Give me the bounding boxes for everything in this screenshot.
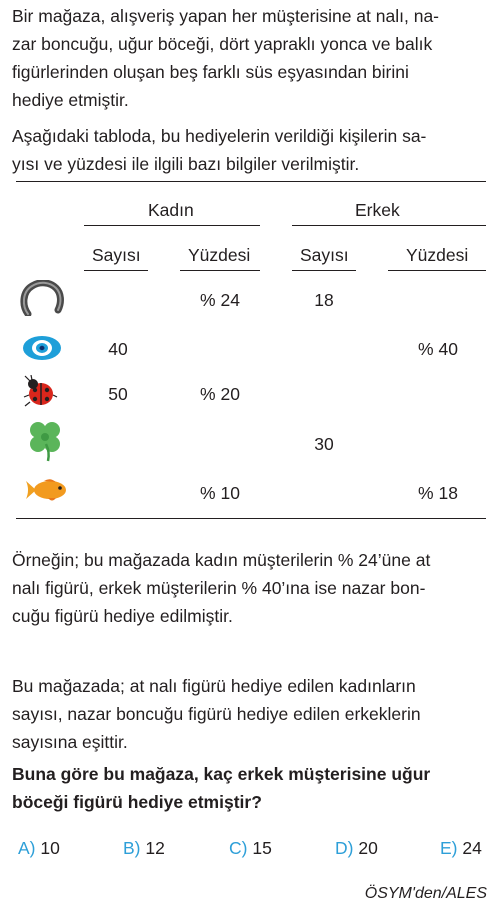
condition-paragraph — [12, 672, 490, 756]
male-percent-rule — [388, 270, 486, 271]
table-top-rule — [16, 181, 486, 182]
male-group-rule — [292, 225, 486, 226]
ladybug-icon — [22, 375, 58, 409]
intro-line: figürlerinden oluşan beş farklı süs eşyasından birini — [12, 62, 409, 82]
choice-letter: C) — [229, 838, 248, 858]
question-line: Buna göre bu mağaza, kaç erkek müşterisine uğur — [12, 764, 431, 784]
example-line: nalı figürü, erkek müşterilerin % 40’ına ise nazar bon- — [12, 578, 426, 598]
intro-line: zar boncuğu, uğur böceği, dört yapraklı yonca ve balık — [12, 34, 433, 54]
header-male-count: Sayısı — [300, 245, 349, 265]
choice-letter: A) — [18, 838, 36, 858]
source-credit: ÖSYM'den/ALES — [364, 885, 487, 902]
intro-line: hediye etmiştir. — [12, 90, 129, 110]
male-count-rule — [292, 270, 356, 271]
female-count-rule — [84, 270, 148, 271]
choice-d[interactable] — [335, 838, 378, 859]
horseshoe-female-percent: % 24 — [200, 290, 240, 310]
choice-value: 15 — [252, 838, 272, 858]
table-bottom-rule — [16, 518, 486, 519]
table-intro-paragraph — [12, 122, 490, 178]
ladybug-female-count: 50 — [108, 384, 128, 404]
header-female-percent: Yüzdesi — [188, 245, 251, 265]
choice-c[interactable] — [229, 838, 272, 859]
example-paragraph — [12, 546, 490, 630]
goldfish-icon — [22, 477, 68, 503]
condition-line: sayısına eşittir. — [12, 732, 128, 752]
choice-letter: E) — [440, 838, 458, 858]
choice-b[interactable] — [123, 838, 165, 859]
choice-value: 12 — [145, 838, 165, 858]
example-line: cuğu figürü hediye edilmiştir. — [12, 606, 233, 626]
header-female: Kadın — [148, 200, 194, 220]
header-male-percent: Yüzdesi — [406, 245, 469, 265]
condition-line: sayısı, nazar boncuğu figürü hediye edilen erkeklerin — [12, 704, 421, 724]
horseshoe-icon — [20, 280, 64, 316]
horseshoe-male-count: 18 — [314, 290, 334, 310]
choice-value: 24 — [462, 838, 482, 858]
intro-paragraph — [12, 2, 490, 114]
header-male: Erkek — [355, 200, 400, 220]
choice-letter: D) — [335, 838, 354, 858]
bead-female-count: 40 — [108, 339, 128, 359]
female-group-rule — [84, 225, 260, 226]
four-leaf-clover-icon — [26, 418, 64, 462]
clover-male-count: 30 — [314, 434, 334, 454]
choice-a[interactable] — [18, 838, 60, 859]
ladybug-female-percent: % 20 — [200, 384, 240, 404]
choice-value: 10 — [40, 838, 60, 858]
table-intro-line: yısı ve yüzdesi ile ilgili bazı bilgiler verilmiştir. — [12, 154, 360, 174]
example-line: Örneğin; bu mağazada kadın müşterilerin % 24’üne at — [12, 550, 431, 570]
condition-line: Bu mağazada; at nalı figürü hediye edilen kadınların — [12, 676, 416, 696]
question-line: böceği figürü hediye etmiştir? — [12, 792, 262, 812]
choice-e[interactable] — [440, 838, 482, 859]
bead-male-percent: % 40 — [418, 339, 458, 359]
evil-eye-bead-icon — [22, 335, 62, 361]
female-percent-rule — [180, 270, 260, 271]
question-paragraph — [12, 760, 490, 816]
choice-value: 20 — [358, 838, 378, 858]
choice-letter: B) — [123, 838, 141, 858]
fish-female-percent: % 10 — [200, 483, 240, 503]
table-intro-line: Aşağıdaki tabloda, bu hediyelerin verildiği kişilerin sa- — [12, 126, 427, 146]
intro-line: Bir mağaza, alışveriş yapan her müşterisine at nalı, na- — [12, 6, 439, 26]
header-female-count: Sayısı — [92, 245, 141, 265]
fish-male-percent: % 18 — [418, 483, 458, 503]
